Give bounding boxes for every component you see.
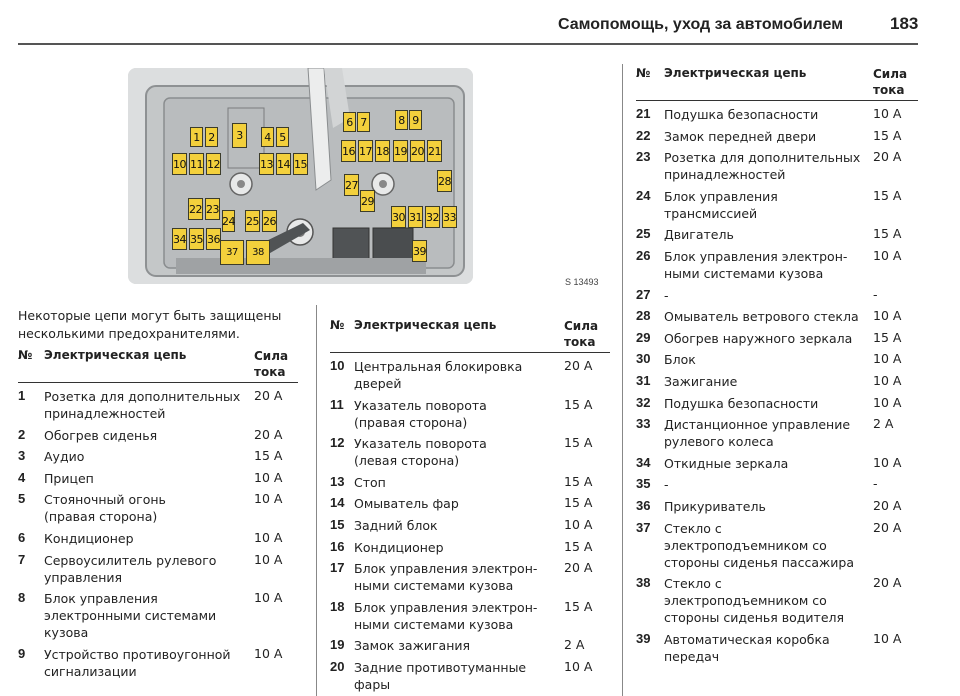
circuit-name-line: электроподъемником со: [664, 537, 827, 553]
fuse-number: 12: [330, 435, 345, 451]
circuit-name-line: Подушка безопасности: [664, 395, 819, 411]
circuit-name-line: рулевого колеса: [664, 434, 774, 450]
fuse-number: 33: [636, 416, 651, 432]
circuit-name-line: Кондиционер: [354, 539, 444, 555]
circuit-name-line: стороны сиденья пассажира: [664, 554, 854, 570]
current-rating: 15 А: [564, 495, 593, 511]
circuit-name-line: Омыватель фар: [354, 496, 459, 512]
fuse-number: 6: [18, 530, 26, 545]
fuse-28: 28: [437, 170, 452, 192]
circuit-name-line: Указатель поворота: [354, 436, 487, 452]
fuse-4: 4: [261, 127, 274, 147]
circuit-name-line: электронными системами: [44, 608, 217, 624]
circuit-name-line: Омыватель ветрового стекла: [664, 309, 859, 325]
fuse-13: 13: [259, 153, 274, 175]
header-current-line-2: тока: [873, 83, 905, 97]
current-rating: 10 А: [873, 630, 902, 646]
current-rating: 10 А: [254, 551, 283, 567]
current-rating: 20 А: [873, 149, 902, 165]
fuse-31: 31: [408, 206, 423, 228]
fuse-29: 29: [360, 190, 375, 212]
fuse-number: 25: [636, 226, 651, 242]
fuse-8: 8: [395, 110, 408, 130]
circuit-name: [354, 358, 522, 392]
circuit-name-line: принадлежностей: [44, 406, 166, 421]
fuse-box-diagram: [128, 68, 473, 284]
fuse-24: 24: [222, 210, 235, 232]
fuse-2: 2: [205, 127, 218, 147]
fuse-11: 11: [189, 153, 204, 175]
fuse-number: 36: [636, 498, 651, 513]
fuse-26: 26: [262, 210, 277, 232]
circuit-name-line: Устройство противоугонной: [44, 646, 231, 662]
circuit-name: [664, 330, 852, 347]
fuse-36: 36: [206, 228, 221, 250]
circuit-name: [664, 476, 669, 493]
circuit-name-line: Зажигание: [664, 374, 738, 389]
circuit-name: [664, 149, 860, 183]
fuse-3: 3: [232, 123, 247, 148]
circuit-name-line: кузова: [44, 625, 89, 641]
circuit-name-line: дверей: [354, 376, 402, 391]
fuse-number: 15: [330, 517, 345, 532]
current-rating: 2 А: [564, 637, 585, 653]
current-rating: 15 А: [564, 598, 593, 614]
circuit-name: [664, 188, 778, 222]
diagram-reference-code: S 13493: [565, 277, 599, 287]
circuit-name-line: стороны сиденья водителя: [664, 610, 845, 626]
current-rating: 10 А: [254, 590, 283, 606]
circuit-name-line: Обогрев сиденья: [44, 427, 158, 443]
fuse-37: 37: [220, 240, 244, 265]
current-rating: 20 А: [254, 426, 283, 442]
circuit-name-line: -: [664, 287, 669, 303]
circuit-name-line: (правая сторона): [44, 509, 158, 525]
circuit-name: [354, 517, 438, 534]
fuse-number: 26: [636, 248, 651, 263]
current-rating: 15 А: [254, 448, 283, 464]
current-rating: 15 А: [873, 127, 902, 143]
circuit-name-line: Замок зажигания: [354, 638, 471, 654]
fuse-number: 16: [330, 538, 345, 554]
fuse-20: 20: [410, 140, 425, 162]
fuse-27: 27: [344, 174, 359, 196]
current-rating: 10 А: [254, 645, 283, 661]
current-rating: 15 А: [564, 538, 593, 554]
current-rating: -: [873, 286, 878, 302]
current-rating: 10 А: [873, 351, 902, 367]
circuit-name-line: (левая сторона): [354, 453, 460, 469]
circuit-name: [664, 308, 859, 325]
circuit-name-line: Указатель поворота: [354, 397, 487, 413]
header-current: [873, 66, 907, 98]
header-current-line-2: тока: [564, 335, 596, 349]
header-number: №: [330, 318, 345, 332]
fuse-16: 16: [341, 140, 356, 162]
circuit-name-line: Розетка для дополнительных: [44, 389, 241, 404]
circuit-name-line: Автоматическая коробка: [664, 631, 830, 647]
current-rating: 10 А: [873, 308, 902, 324]
fuse-9: 9: [409, 110, 422, 130]
fuse-number: 17: [330, 560, 345, 576]
circuit-name-line: -: [664, 477, 669, 493]
circuit-name-line: Центральная блокировка: [354, 359, 523, 374]
header-circuit: Электрическая цепь: [44, 348, 187, 362]
fuse-number: 8: [18, 590, 26, 606]
circuit-name: [354, 539, 444, 556]
current-rating: 15 А: [564, 435, 593, 451]
fuse-number: 24: [636, 187, 651, 203]
fuse-number: 10: [330, 358, 345, 373]
circuit-name-line: (правая сторона): [354, 414, 468, 430]
fuse-34: 34: [172, 228, 187, 250]
circuit-name: [664, 128, 816, 145]
circuit-name-line: передач: [664, 648, 720, 664]
fuse-21: 21: [427, 140, 442, 162]
circuit-name-line: Стоп: [354, 474, 386, 490]
circuit-name-line: Сервоусилитель рулевого: [44, 552, 217, 568]
header-number: №: [18, 348, 33, 362]
current-rating: 20 А: [873, 575, 902, 591]
fuse-25: 25: [245, 210, 260, 232]
fuse-39: 39: [412, 240, 427, 262]
circuit-name: [664, 631, 830, 665]
fuse-number: 18: [330, 598, 345, 614]
circuit-name-line: Прицеп: [44, 470, 94, 486]
fuse-number: 23: [636, 149, 651, 165]
note-text: Некоторые цепи могут быть защищены несколькими предохранителями.: [18, 308, 282, 341]
fuse-number: 30: [636, 351, 651, 367]
header-number: №: [636, 66, 651, 80]
circuit-name-line: Стояночный огонь: [44, 492, 166, 508]
fuse-14: 14: [276, 153, 291, 175]
fuse-19: 19: [393, 140, 408, 162]
circuit-name-line: ными системами кузова: [354, 616, 514, 632]
fuse-number: 35: [636, 476, 651, 492]
header-current-line-2: тока: [254, 365, 286, 379]
circuit-name: [44, 491, 166, 525]
fuse-number: 13: [330, 473, 345, 489]
current-rating: 20 А: [564, 560, 593, 576]
fuse-number: 28: [636, 308, 651, 324]
circuit-name-line: Кондиционер: [44, 531, 134, 546]
header-divider: [18, 43, 918, 45]
header-current-line-1: Сила: [564, 319, 599, 333]
header-underline: [18, 382, 298, 383]
current-rating: 20 А: [564, 358, 593, 373]
circuit-name-line: Блок: [664, 352, 696, 368]
fuse-35: 35: [189, 228, 204, 250]
circuit-name: [664, 351, 696, 368]
header-current-line-1: Сила: [873, 67, 908, 81]
circuit-name-line: Обогрев наружного зеркала: [664, 330, 853, 346]
circuit-name-line: фары: [354, 677, 391, 692]
circuit-name: [664, 248, 847, 282]
circuit-name: [44, 448, 84, 465]
fuse-number: 19: [330, 637, 345, 653]
circuit-name: [44, 646, 231, 680]
circuit-name: [354, 474, 386, 491]
circuit-name-line: Подушка безопасности: [664, 107, 819, 122]
header-current: [564, 318, 598, 350]
current-rating: 10 А: [873, 248, 902, 263]
current-rating: 10 А: [873, 454, 902, 470]
circuit-name: [354, 560, 537, 594]
fuse-number: 39: [636, 630, 651, 646]
fuse-number: 37: [636, 519, 651, 535]
fuse-number: 20: [330, 659, 345, 674]
circuit-name: [354, 397, 487, 431]
fuse-30: 30: [391, 206, 406, 228]
fuse-number: 34: [636, 454, 651, 470]
circuit-name-line: Блок управления: [664, 188, 778, 204]
circuit-name: [44, 530, 134, 547]
circuit-name: [44, 552, 216, 586]
current-rating: 10 А: [873, 106, 902, 121]
current-rating: 15 А: [564, 396, 593, 412]
header-circuit: Электрическая цепь: [664, 66, 807, 80]
circuit-name: [664, 106, 818, 123]
circuit-name: [664, 226, 734, 243]
circuit-name: [44, 470, 94, 487]
circuit-name-line: Дистанционное управление: [664, 417, 851, 433]
circuit-name: [354, 599, 537, 633]
current-rating: 10 А: [564, 659, 593, 674]
fuse-6: 6: [343, 112, 356, 132]
circuit-name-line: ными системами кузова: [664, 266, 824, 281]
circuit-name-line: сигнализации: [44, 663, 137, 679]
fuse-number: 3: [18, 448, 26, 464]
fuse-32: 32: [425, 206, 440, 228]
circuit-name-line: Аудио: [44, 449, 85, 465]
circuit-name-line: Розетка для дополнительных: [664, 150, 861, 166]
current-rating: 15 А: [873, 226, 902, 242]
fuse-number: 29: [636, 329, 651, 345]
fuse-number: 5: [18, 491, 26, 507]
circuit-name: [354, 495, 459, 512]
current-rating: 10 А: [254, 530, 283, 545]
circuit-name: [664, 287, 669, 304]
header-underline: [330, 352, 610, 353]
circuit-name-line: Прикуриватель: [664, 499, 766, 514]
header-current: [254, 348, 288, 380]
circuit-name: [354, 637, 470, 654]
header-circuit: Электрическая цепь: [354, 318, 497, 332]
circuit-name: [664, 455, 788, 472]
circuit-name: [354, 435, 487, 469]
circuit-name: [44, 427, 157, 444]
circuit-name-line: Замок передней двери: [664, 128, 817, 144]
circuit-name: [664, 395, 818, 412]
current-rating: 15 А: [873, 329, 902, 345]
circuit-name-line: Стекло с: [664, 520, 722, 536]
current-rating: 20 А: [873, 498, 902, 513]
current-rating: 10 А: [564, 517, 593, 532]
fuse-number: 32: [636, 394, 651, 410]
current-rating: 10 А: [254, 491, 283, 507]
circuit-name: [664, 520, 854, 571]
fuse-number: 31: [636, 373, 651, 388]
circuit-name: [664, 575, 844, 626]
circuit-name-line: Задний блок: [354, 518, 438, 533]
fuse-15: 15: [293, 153, 308, 175]
fuse-number: 4: [18, 469, 26, 485]
column-divider-right: [622, 64, 623, 696]
header-underline: [636, 100, 918, 101]
fuse-number: 7: [18, 551, 26, 567]
circuit-name-line: управления: [44, 569, 123, 585]
circuit-name: [44, 590, 216, 641]
circuit-name-line: Откидные зеркала: [664, 455, 789, 471]
circuit-name-line: трансмиссией: [664, 205, 758, 221]
page-number: 183: [890, 14, 919, 33]
circuit-name-line: Блок управления электрон-: [664, 249, 848, 264]
current-rating: 10 А: [873, 394, 902, 410]
fuse-22: 22: [188, 198, 203, 220]
fuse-number: 11: [330, 396, 344, 412]
current-rating: 15 А: [564, 473, 593, 489]
fuse-33: 33: [442, 206, 457, 228]
fuse-17: 17: [358, 140, 373, 162]
page-header-title: Самопомощь, уход за автомобилем: [558, 16, 844, 33]
current-rating: -: [873, 476, 878, 492]
fuse-number: 22: [636, 127, 651, 143]
circuit-name: [664, 416, 850, 450]
header-current-line-1: Сила: [254, 349, 289, 363]
circuit-name: [664, 373, 737, 390]
circuit-name-line: Блок управления: [44, 591, 158, 607]
current-rating: 15 А: [873, 187, 902, 203]
circuit-name-line: принадлежностей: [664, 167, 786, 183]
fuse-number: 2: [18, 426, 26, 442]
current-rating: 10 А: [873, 373, 902, 388]
circuit-name-line: Блок управления электрон-: [354, 561, 538, 577]
fuse-12: 12: [206, 153, 221, 175]
current-rating: 20 А: [254, 388, 283, 403]
circuit-name: [664, 498, 766, 515]
fuse-5: 5: [276, 127, 289, 147]
fuse-38: 38: [246, 240, 270, 265]
circuit-name-line: Стекло с: [664, 576, 722, 592]
circuit-name-line: Блок управления электрон-: [354, 599, 538, 615]
fuse-10: 10: [172, 153, 187, 175]
current-rating: 2 А: [873, 416, 894, 432]
fuse-23: 23: [205, 198, 220, 220]
fuse-number: 14: [330, 495, 345, 511]
circuit-name: [44, 388, 240, 422]
column-divider-left: [316, 305, 317, 696]
circuit-name-line: Задние противотуманные: [354, 660, 527, 675]
fuse-number: 27: [636, 286, 651, 302]
circuit-name-line: Двигатель: [664, 227, 734, 243]
fuse-18: 18: [375, 140, 390, 162]
fuse-number: 9: [18, 645, 26, 661]
fuse-7: 7: [357, 112, 370, 132]
fuse-number: 38: [636, 575, 651, 591]
fuse-number: 1: [18, 388, 26, 403]
current-rating: 10 А: [254, 469, 283, 485]
fuse-number: 21: [636, 106, 651, 121]
circuit-name-line: электроподъемником со: [664, 593, 827, 609]
fuse-1: 1: [190, 127, 203, 147]
circuit-name: [354, 659, 526, 693]
current-rating: 20 А: [873, 519, 902, 535]
circuit-name-line: ными системами кузова: [354, 578, 514, 594]
